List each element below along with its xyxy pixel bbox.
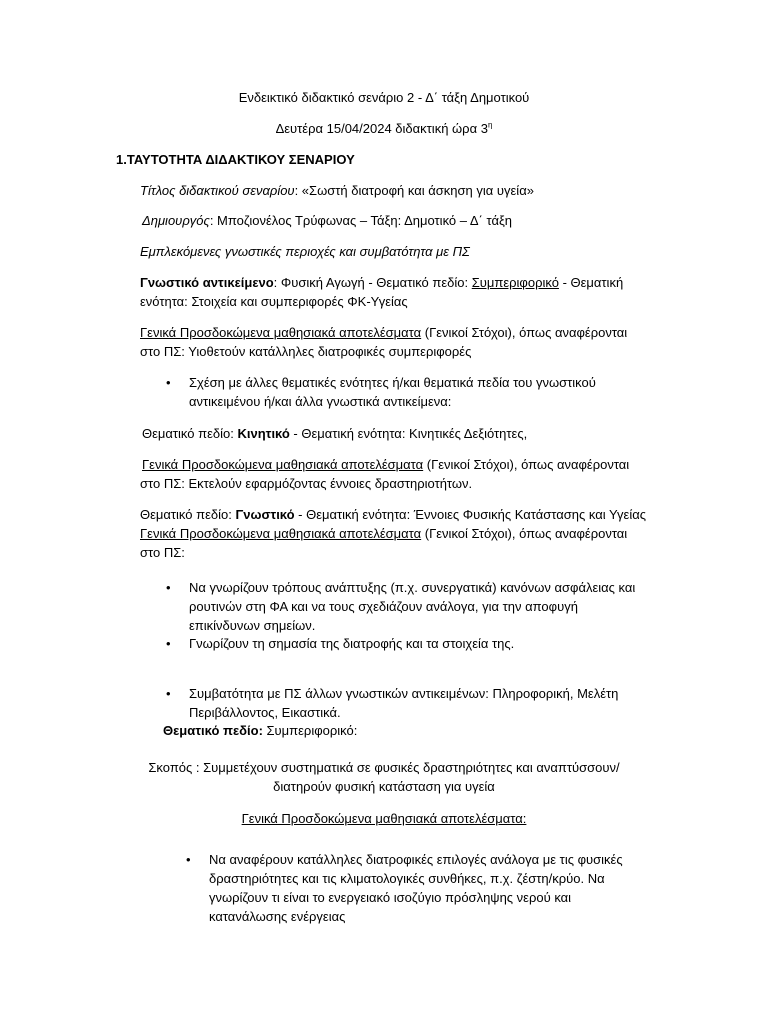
creator-value: : Μποζιονέλος Τρύφωνας – Τάξη: Δημοτικό – Δ΄ τάξη [209,213,513,228]
creator-label: Δημιουργός [142,213,210,228]
goal-line-2: διατηρούν φυσική κατάσταση για υγεία [273,779,495,794]
field-bold-label: Θεματικό πεδίο: [163,723,263,738]
scenario-title-label: Τίτλος διδακτικού σεναρίου [140,183,295,198]
bullet-1-line-2: αντικειμένου ή/και άλλα γνωστικά αντικείμενα: [189,394,452,409]
outcomes-label: Γενικά Προσδοκώμενα μαθησιακά αποτελέσματα [140,325,422,340]
outcomes-suffix: (Γενικοί Στόχοι), όπως αναφέρονται [423,457,630,472]
field-label: Θεματικό πεδίο: [140,507,236,522]
bullet-2-line-3: επικίνδυνων σημείων. [189,618,316,633]
outcomes-3-line-1 [140,524,627,543]
bullet-5-line-3: γνωρίζουν τι είναι το ενεργειακό ισοζύγιο πρόσληψης νερού και [209,890,572,905]
subject-field: Συμπεριφορικό [471,275,559,290]
bullet-2-line-1: Να γνωρίζουν τρόπους ανάπτυξης (π.χ. συνεργατικά) κανόνων ασφάλειας και [189,580,636,595]
bullet-marker: • [166,636,171,651]
bullet-5-line-4: κατανάλωσης ενέργειας [209,909,346,924]
subject-line-2: ενότητα: Στοιχεία και συμπεριφορές ΦΚ-Υγείας [140,294,408,309]
outcomes-2-line-1 [142,455,629,474]
section-heading: 1.ΤΑΥΤΟΤΗΤΑ ΔΙΔΑΚΤΙΚΟΥ ΣΕΝΑΡΙΟΥ [116,152,355,167]
bullet-4-line-1: Συμβατότητα με ΠΣ άλλων γνωστικών αντικειμένων: Πληροφορική, Μελέτη [189,686,619,701]
outcomes-suffix: (Γενικοί Στόχοι), όπως αναφέρονται [421,325,628,340]
goal-line-1: Σκοπός : Συμμετέχουν συστηματικά σε φυσικές δραστηριότητες και αναπτύσσουν/ [148,760,620,775]
cognitive-label: Γνωστικό [235,507,295,522]
bullet-marker: • [166,686,171,701]
outcomes-label: Γενικά Προσδοκώμενα μαθησιακά αποτελέσματα [142,457,424,472]
subject-text-2: - Θεματική [558,275,624,290]
document-title: Ενδεικτικό διδακτικό σενάριο 2 - Δ΄ τάξη Δημοτικού [238,90,530,105]
bullet-3-line-1: Γνωρίζουν τη σημασία της διατροφής και τα στοιχεία της. [189,636,515,651]
bullet-5-line-1: Να αναφέρουν κατάλληλες διατροφικές επιλογές ανάλογα με τις φυσικές [209,852,623,867]
subject-text: : Φυσική Αγωγή - Θεματικό πεδίο: [273,275,472,290]
outcomes-label: Γενικά Προσδοκώμενα μαθησιακά αποτελέσματα [140,526,422,541]
bullet-5-line-2: δραστηριότητες και τις κλιματολογικές συνθήκες, π.χ. ζέστη/κρύο. Να [209,871,605,886]
kinetic-rest: - Θεματική ενότητα: Κινητικές Δεξιότητες, [289,426,528,441]
outcomes-3-line-2: στο ΠΣ: [140,545,185,560]
creator-line [142,211,512,230]
bullet-2-line-2: ρουτινών στη ΦΑ και να τους σχεδιάζουν ανάλογα, για την αποφυγή [189,599,578,614]
kinetic-label: Κινητικό [237,426,290,441]
knowledge-areas: Εμπλεκόμενες γνωστικές περιοχές και συμβατότητα με ΠΣ [140,244,470,259]
bullet-marker: • [186,852,191,867]
bullet-marker: • [166,580,171,595]
subject-label: Γνωστικό αντικείμενο [140,275,274,290]
kinetic-field-line [142,424,527,443]
date-superscript: η [487,120,493,130]
subject-line-1 [140,273,623,292]
field-label: Θεματικό πεδίο: [142,426,238,441]
outcomes-heading: Γενικά Προσδοκώμενα μαθησιακά αποτελέσματα: [241,811,527,826]
bullet-1-line-1: Σχέση με άλλες θεματικές ενότητες ή/και θεματικά πεδία του γνωστικού [189,375,596,390]
outcomes-1-line-1 [140,323,627,342]
cognitive-field-line [140,505,646,524]
outcomes-suffix: (Γενικοί Στόχοι), όπως αναφέρονται [421,526,628,541]
outcomes-1-line-2: στο ΠΣ: Υιοθετούν κατάλληλες διατροφικές συμπεριφορές [140,344,472,359]
cognitive-rest: - Θεματική ενότητα: Έννοιες Φυσικής Κατάστασης και Υγείας [294,507,647,522]
behavioral-field-line [163,721,357,740]
scenario-title-value: : «Σωστή διατροφή και άσκηση για υγεία» [294,183,534,198]
scenario-title [140,181,534,200]
outcomes-2-line-2: στο ΠΣ: Εκτελούν εφαρμόζοντας έννοιες δραστηριοτήτων. [140,476,473,491]
bullet-marker: • [166,375,171,390]
date-line [0,119,768,138]
bullet-4-line-2: Περιβάλλοντος, Εικαστικά. [189,705,341,720]
date-text: Δευτέρα 15/04/2024 διδακτική ώρα 3 [275,121,488,136]
behavioral-label: Συμπεριφορικό: [262,723,358,738]
